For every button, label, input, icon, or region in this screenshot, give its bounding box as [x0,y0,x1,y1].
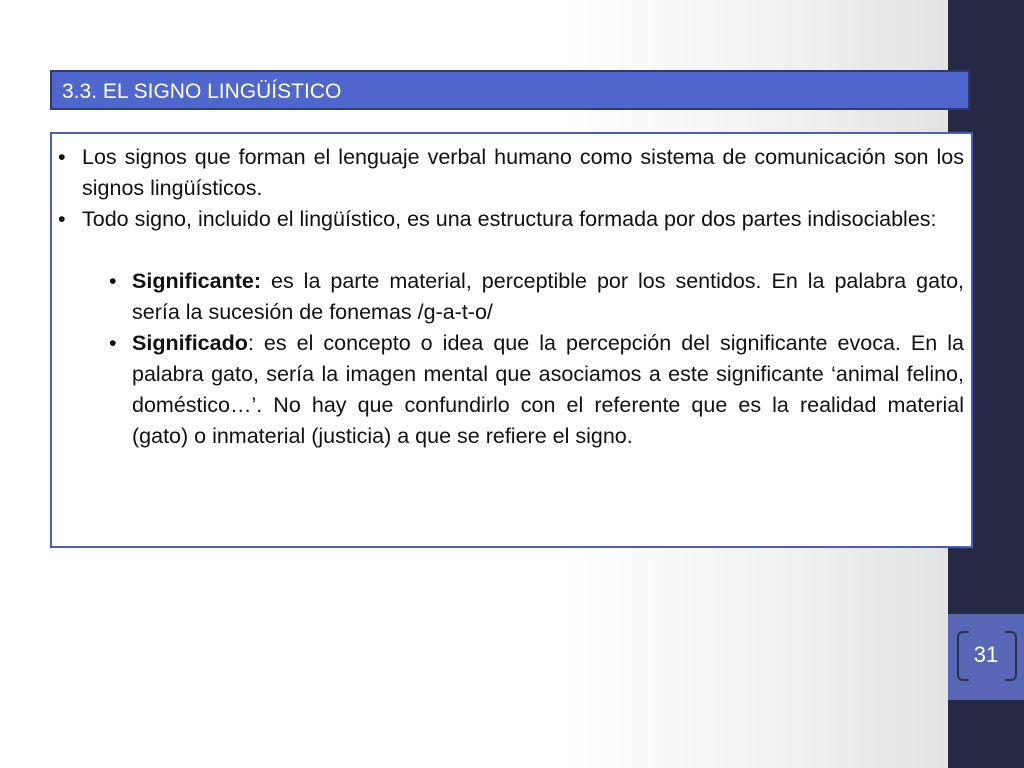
page-number: 31 [973,642,999,667]
bullet-item: • Los signos que forman el lenguaje verbal humano como sistema de comunicación son los signos lingüísticos. [82,142,964,204]
bullet-item: • Todo signo, incluido el lingüístico, es una estructura formada por dos partes indisociables: [82,204,964,235]
content-box [50,132,973,548]
sub-bullet-term: Significante: [132,269,262,293]
slide-title: 3.3. EL SIGNO LINGÜÍSTICO [62,80,342,103]
sub-bullet-term: Significado [132,331,248,355]
sub-bullet-item [132,328,964,452]
sub-bullet-item [132,266,964,328]
sub-bullet-text: es la parte material, perceptible por los sentidos. En la palabra gato, sería la sucesión de fonemas /g-a-t-o/ [132,269,964,324]
slide-title-bar [50,70,970,110]
bullet-list [52,142,971,452]
bullet-gap [52,235,971,266]
sub-bullet-text: : es el concepto o idea que la percepción del significante evoca. En la palabra gato, sería la imagen mental que asociamos a este significante ‘animal felino, doméstico…’. No hay que confundirlo con el referente que es la realidad material (gato) o inmaterial (justicia) a que se refiere el signo. [132,331,964,448]
